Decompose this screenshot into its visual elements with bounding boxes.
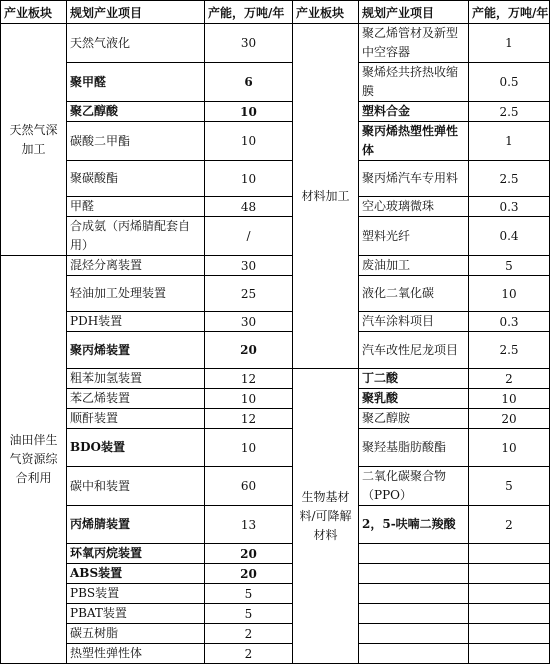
project-cell: 聚乙烯管材及新型中空容器: [359, 24, 469, 63]
project-cell: ABS装置: [67, 564, 205, 584]
capacity-cell: 2: [205, 644, 293, 664]
capacity-cell: 10: [469, 276, 550, 312]
header-project: 规划产业项目: [67, 1, 205, 24]
project-cell: 丁二酸: [359, 369, 469, 389]
empty-cell: [469, 584, 550, 604]
project-cell: 天然气液化: [67, 24, 205, 63]
project-cell: 聚甲醛: [67, 63, 205, 102]
capacity-cell: 10: [205, 389, 293, 409]
project-cell: 顺酐装置: [67, 409, 205, 429]
project-cell: 2，5-呋喃二羧酸: [359, 506, 469, 544]
project-cell: 甲醛: [67, 197, 205, 217]
project-cell: 丙烯腈装置: [67, 506, 205, 544]
capacity-cell: 20: [205, 332, 293, 369]
empty-cell: [359, 584, 469, 604]
project-cell: 合成氨（丙烯腈配套自用）: [67, 217, 205, 256]
table-row: [1, 429, 550, 467]
project-cell: 聚乳酸: [359, 389, 469, 409]
table-row: [1, 63, 550, 102]
project-cell: 碳酸二甲酯: [67, 122, 205, 161]
project-cell: PDH装置: [67, 312, 205, 332]
table-row: [1, 644, 550, 664]
capacity-cell: 5: [205, 604, 293, 624]
project-cell: 苯乙烯装置: [67, 389, 205, 409]
capacity-cell: 2: [469, 506, 550, 544]
project-cell: 轻油加工处理装置: [67, 276, 205, 312]
capacity-cell: 10: [469, 429, 550, 467]
capacity-cell: 1: [469, 24, 550, 63]
project-cell: 聚羟基脂肪酸酯: [359, 429, 469, 467]
project-cell: 汽车改性尼龙项目: [359, 332, 469, 369]
header-capacity: 产能，万吨/年: [205, 1, 293, 24]
capacity-cell: 25: [205, 276, 293, 312]
capacity-cell: 10: [205, 102, 293, 122]
capacity-cell: 20: [205, 544, 293, 564]
capacity-cell: /: [205, 217, 293, 256]
table-row: [1, 332, 550, 369]
project-cell: 环氧丙烷装置: [67, 544, 205, 564]
capacity-cell: 60: [205, 467, 293, 506]
capacity-cell: 0.3: [469, 197, 550, 217]
project-cell: 聚丙烯汽车专用料: [359, 161, 469, 197]
empty-cell: [469, 624, 550, 644]
table-row: [1, 369, 550, 389]
project-cell: 聚丙烯热塑性弹性体: [359, 122, 469, 161]
table-row: [1, 122, 550, 161]
capacity-cell: 13: [205, 506, 293, 544]
project-cell: PBAT装置: [67, 604, 205, 624]
capacity-cell: 10: [469, 389, 550, 409]
header-project-2: 规划产业项目: [359, 1, 469, 24]
project-cell: 聚丙烯装置: [67, 332, 205, 369]
capacity-cell: 30: [205, 256, 293, 276]
empty-cell: [359, 544, 469, 564]
capacity-cell: 5: [205, 584, 293, 604]
sector-cell: 生物基材料/可降解材料: [293, 369, 359, 664]
empty-cell: [469, 644, 550, 664]
project-cell: 聚碳酸酯: [67, 161, 205, 197]
project-cell: 聚烯烃共挤热收缩膜: [359, 63, 469, 102]
empty-cell: [469, 544, 550, 564]
table-row: [1, 506, 550, 544]
capacity-cell: 5: [469, 256, 550, 276]
empty-cell: [359, 644, 469, 664]
table-row: [1, 24, 550, 63]
header-sector-2: 产业板块: [293, 1, 359, 24]
table-row: [1, 604, 550, 624]
capacity-cell: 6: [205, 63, 293, 102]
capacity-cell: 10: [205, 429, 293, 467]
project-cell: 塑料合金: [359, 102, 469, 122]
capacity-cell: 10: [205, 122, 293, 161]
capacity-cell: 1: [469, 122, 550, 161]
table-row: [1, 312, 550, 332]
capacity-cell: 2: [469, 369, 550, 389]
sector-cell: 天然气深加工: [1, 24, 67, 256]
header-capacity-2: 产能，万吨/年: [469, 1, 550, 24]
capacity-cell: 2.5: [469, 102, 550, 122]
capacity-cell: 30: [205, 24, 293, 63]
project-cell: 聚乙醇酸: [67, 102, 205, 122]
sector-cell: 油田伴生气资源综合利用: [1, 256, 67, 664]
table-row: [1, 217, 550, 256]
capacity-cell: 0.4: [469, 217, 550, 256]
project-cell: 混烃分离装置: [67, 256, 205, 276]
header-sector: 产业板块: [1, 1, 67, 24]
project-cell: 废油加工: [359, 256, 469, 276]
capacity-cell: 5: [469, 467, 550, 506]
capacity-cell: 20: [205, 564, 293, 584]
empty-cell: [359, 604, 469, 624]
project-cell: 碳中和装置: [67, 467, 205, 506]
project-cell: 空心玻璃微珠: [359, 197, 469, 217]
project-cell: 聚乙醇胺: [359, 409, 469, 429]
table-row: [1, 624, 550, 644]
capacity-cell: 2: [205, 624, 293, 644]
table-row: [1, 197, 550, 217]
capacity-cell: 12: [205, 369, 293, 389]
project-cell: 碳五树脂: [67, 624, 205, 644]
project-cell: 粗苯加氢装置: [67, 369, 205, 389]
empty-cell: [359, 624, 469, 644]
empty-cell: [469, 564, 550, 584]
capacity-cell: 10: [205, 161, 293, 197]
table-row: [1, 102, 550, 122]
sector-cell: 材料加工: [293, 24, 359, 369]
table-row: [1, 584, 550, 604]
table-row: [1, 389, 550, 409]
table-row: [1, 564, 550, 584]
table-row: [1, 161, 550, 197]
project-cell: 液化二氧化碳: [359, 276, 469, 312]
header-row: [1, 1, 550, 24]
capacity-cell: 20: [469, 409, 550, 429]
project-cell: 热塑性弹性体: [67, 644, 205, 664]
project-cell: PBS装置: [67, 584, 205, 604]
capacity-cell: 0.5: [469, 63, 550, 102]
capacity-cell: 30: [205, 312, 293, 332]
empty-cell: [359, 564, 469, 584]
capacity-cell: 12: [205, 409, 293, 429]
empty-cell: [469, 604, 550, 624]
capacity-cell: 2.5: [469, 161, 550, 197]
capacity-cell: 48: [205, 197, 293, 217]
project-cell: 汽车涂料项目: [359, 312, 469, 332]
table-row: [1, 256, 550, 276]
project-cell: 二氧化碳聚合物（PPO）: [359, 467, 469, 506]
table-row: [1, 276, 550, 312]
table-row: [1, 544, 550, 564]
capacity-cell: 2.5: [469, 332, 550, 369]
capacity-cell: 0.3: [469, 312, 550, 332]
table-row: [1, 409, 550, 429]
table-row: [1, 467, 550, 506]
project-cell: BDO装置: [67, 429, 205, 467]
project-cell: 塑料光纤: [359, 217, 469, 256]
